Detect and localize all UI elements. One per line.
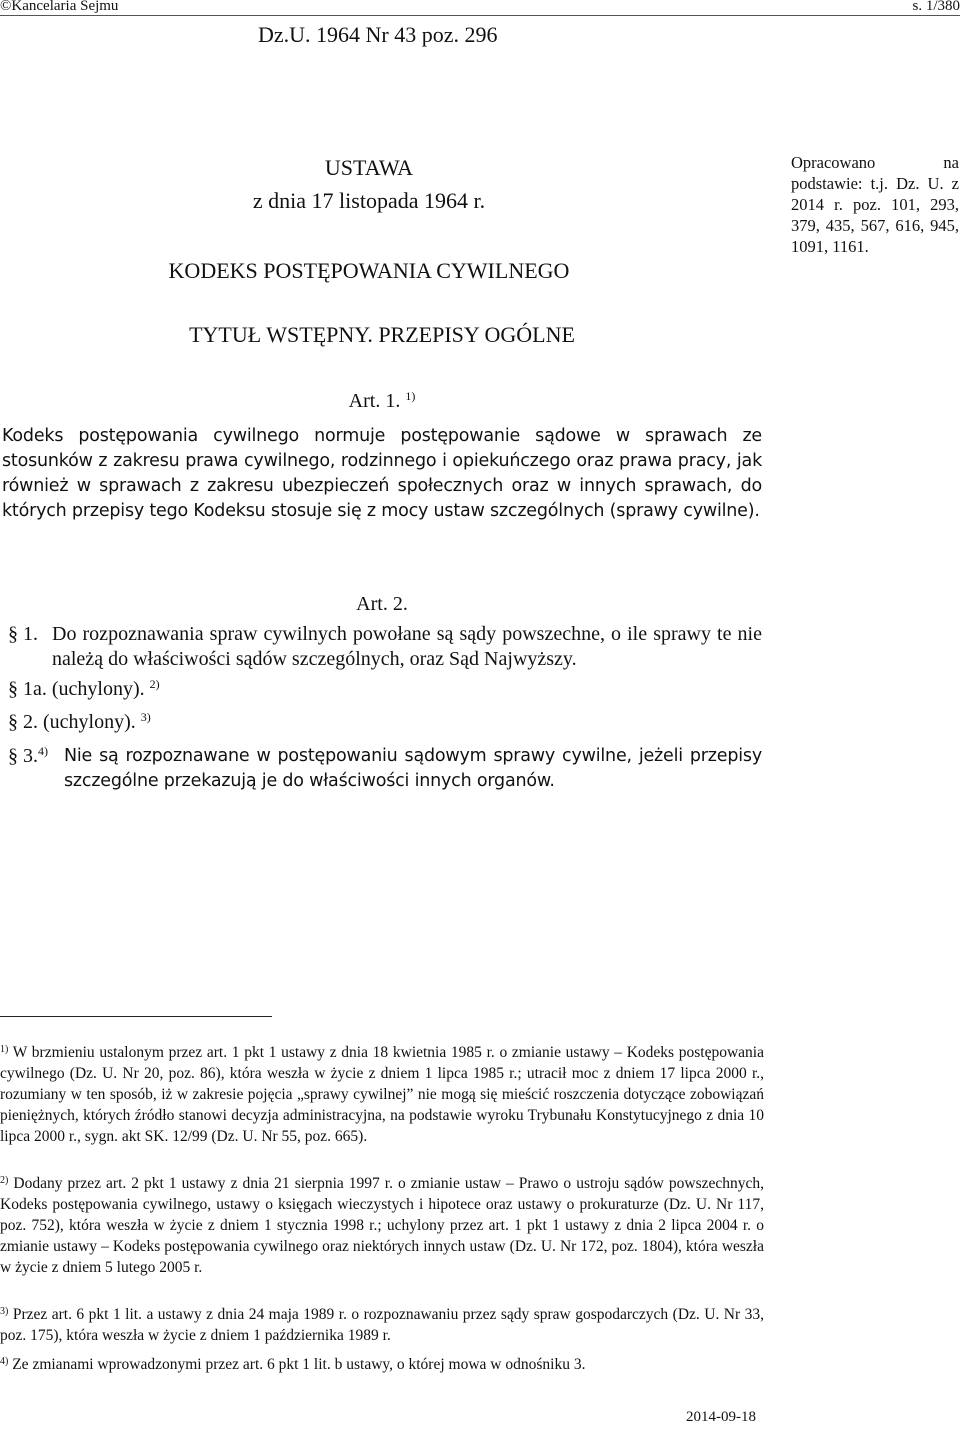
footnote-1 xyxy=(0,1042,764,1147)
art2-par3-num: § 3. xyxy=(8,745,38,767)
act-name: KODEKS POSTĘPOWANIA CYWILNEGO xyxy=(168,258,570,283)
page-header xyxy=(0,0,960,16)
footnote-3-text: Przez art. 6 pkt 1 lit. a ustawy z dnia 24 maja 1989 r. o rozpoznawaniu przez sądy spraw gospodarczych (Dz. U. Nr 33, poz. 175), która weszła w życie z dniem 1 października 1989 r. xyxy=(0,1306,765,1344)
footer-date: 2014-09-18 xyxy=(686,1409,756,1425)
citation: Dz.U. 1964 Nr 43 poz. 296 xyxy=(258,22,498,47)
header-page-number: s. 1/380 xyxy=(912,0,960,14)
art1-heading-text: Art. 1. xyxy=(348,390,401,412)
art2-par2-text: (uchylony). xyxy=(43,711,136,733)
footnote-4-text: Ze zmianami wprowadzonymi przez art. 6 pkt 1 lit. b ustawy, o której mowa w odnośniku 3. xyxy=(12,1356,586,1373)
footnote-2 xyxy=(0,1173,764,1278)
header-source: ©Kancelaria Sejmu xyxy=(0,0,119,14)
footnote-4-number: 4) xyxy=(0,1356,9,1367)
art2-par2-footnote-ref: 3) xyxy=(140,710,151,724)
art2-par3-footnote-ref: 4) xyxy=(38,744,48,758)
art2-par1-text xyxy=(52,622,762,672)
footnote-4 xyxy=(0,1354,764,1375)
art2-par1a-text: (uchylony). xyxy=(51,678,145,700)
footnote-1-number: 1) xyxy=(0,1044,9,1055)
footnote-1-text: W brzmieniu ustalonym przez art. 1 pkt 1 ustawy z dnia 18 kwietnia 1985 r. o zmianie ustawy – Kodeks postępowania cywilnego (Dz. U. Nr 20, poz. 86), która weszła w życie z dniem 1 lipca 1985 r.; utracił moc z dniem 17 lipca 2000 r., rozumiany w ten sposób, iż w zakresie pojęcia „sprawy cywilnej” nie mogą się mieścić roszczenia dotyczące zobowiązań pieniężnych, których źródło stanowi decyzja administracyjna, na podstawie wyroku Trybunału Konstytucyjnego z dnia 10 lipca 2000 r., sygn. akt SK. 12/99 (Dz. U. Nr 55, poz. 665). xyxy=(0,1044,764,1145)
art2-par1a-number: § 1a. xyxy=(8,678,47,700)
art2-par1-body: Do rozpoznawania spraw cywilnych powołane są sądy powszechne, o ile sprawy te nie należą do właściwości sądów szczególnych, oraz Sąd Najwyższy. xyxy=(52,623,762,670)
art2-par2 xyxy=(8,710,151,735)
footnote-2-text: Dodany przez art. 2 pkt 1 ustawy z dnia 21 sierpnia 1997 r. o zmianie ustaw – Prawo o ustroju sądów powszechnych, Kodeks postępowania cywilnego, ustawy o księgach wieczystych i hipotece oraz ustawy o prokuraturze (Dz. U. Nr 117, poz. 752), która weszła w życie z dniem 1 stycznia 1998 r.; uchylony przez art. 1 pkt 1 ustawy z dnia 2 lipca 2004 r. o zmianie ustawy – Kodeks postępowania cywilnego oraz niektórych innych ustaw (Dz. U. Nr 172, poz. 1804), która weszła w życie z dniem 5 lutego 2005 r. xyxy=(0,1175,765,1276)
art2-par1-number: § 1. xyxy=(8,623,38,645)
art2-par2-number: § 2. xyxy=(8,711,38,733)
art2-par1a xyxy=(8,677,160,702)
part-title: TYTUŁ WSTĘPNY. PRZEPISY OGÓLNE xyxy=(189,322,575,347)
footnote-separator xyxy=(0,1016,272,1017)
header-divider xyxy=(0,15,960,16)
footnote-3 xyxy=(0,1304,764,1346)
act-date: z dnia 17 listopada 1964 r. xyxy=(252,188,486,213)
art1-text: Kodeks postępowania cywilnego normuje postępowanie sądowe w sprawach ze stosunków z zakresu prawa cywilnego, rodzinnego i opiekuńczego oraz prawa pracy, jak również w sprawach z zakresu ubezpieczeń społecznych oraz w innych sprawach, do których przepisy tego Kodeksu stosuje się z mocy ustaw szczególnych (sprawy cywilne). xyxy=(2,426,762,521)
footnote-3-number: 3) xyxy=(0,1306,9,1317)
art1-footnote-ref: 1) xyxy=(405,389,416,403)
art2-heading: Art. 2. xyxy=(356,593,408,615)
consolidated-text-note: Opracowano na podstawie: t.j. Dz. U. z 2014 r. poz. 101, 293, 379, 435, 567, 616, 945, 1091, 1161. xyxy=(791,153,959,256)
act-type: USTAWA xyxy=(324,155,414,180)
art2-par3-number xyxy=(8,744,48,769)
footnote-2-number: 2) xyxy=(0,1175,9,1186)
art1-heading xyxy=(0,390,764,413)
art2-par3-text: Nie są rozpoznawane w postępowaniu sądowym sprawy cywilne, jeżeli przepisy szczególne przekazują je do właściwości innych organów. xyxy=(64,746,762,791)
art2-par1a-footnote-ref: 2) xyxy=(149,677,160,691)
